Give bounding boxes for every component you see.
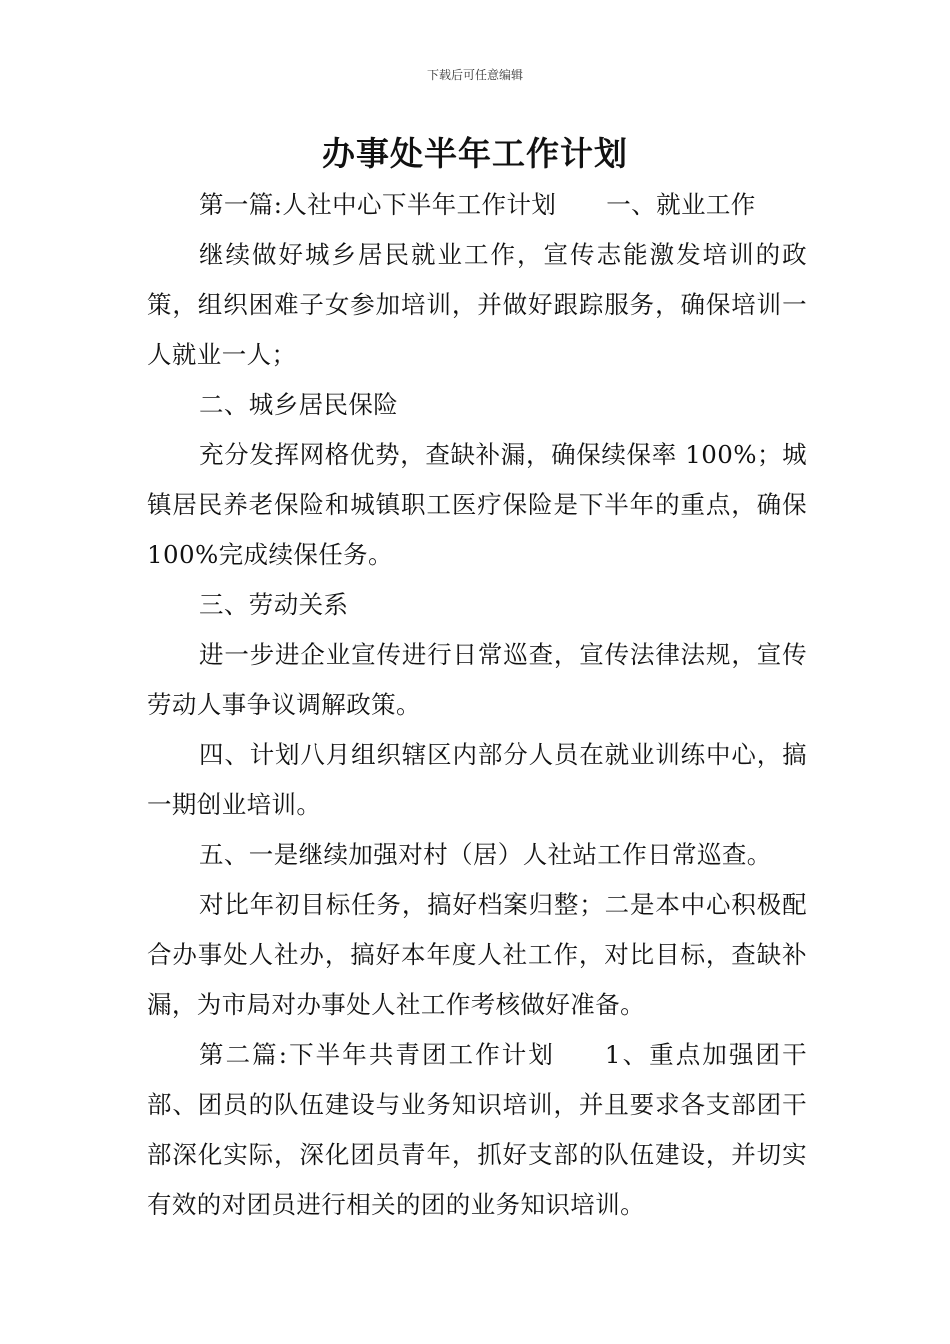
- paragraph-labor: 进一步进企业宣传进行日常巡查，宣传法律法规，宣传劳动人事争议调解政策。: [147, 640, 807, 719]
- part-one-title: 第一篇:人社中心下半年工作计划: [199, 190, 557, 219]
- part-two-item-1: 1、重点加强团干部、团员的队伍建设与业务知识培训，并且要求各支部团干部深化实际，深化团员青年，抓好支部的队伍建设，并切实有效的对团员进行相关的团的业务知识培训。: [147, 1040, 807, 1219]
- paragraph-insurance: 充分发挥网格优势，查缺补漏，确保续保率 100%；城镇居民养老保险和城镇职工医疗保险是下半年的重点，确保 100%完成续保任务。: [147, 440, 807, 569]
- paragraph-targets: 对比年初目标任务，搞好档案归整；二是本中心积极配合办事处人社办，搞好本年度人社工作，对比目标，查缺补漏，为市局对办事处人社工作考核做好准备。: [147, 890, 807, 1019]
- paragraph-insurance-heading: 二、城乡居民保险: [199, 390, 399, 419]
- section-employment-heading: 一、就业工作: [606, 190, 756, 219]
- paragraph-employment: 继续做好城乡居民就业工作，宣传志能激发培训的政策，组织困难子女参加培训，并做好跟踪服务，确保培训一人就业一人；: [147, 240, 807, 369]
- paragraph-labor-heading: 三、劳动关系: [199, 590, 349, 619]
- paragraph-inspection: 五、一是继续加强对村（居）人社站工作日常巡查。: [199, 840, 772, 869]
- document-title: 办事处半年工作计划: [322, 134, 628, 173]
- paragraph-part-two: [147, 1030, 807, 1230]
- paragraph-part-one-heading: [147, 180, 807, 230]
- document-body: [147, 180, 807, 1230]
- paragraph-training: 四、计划八月组织辖区内部分人员在就业训练中心，搞一期创业培训。: [147, 740, 807, 819]
- part-two-title: 第二篇:下半年共青团工作计划: [199, 1040, 555, 1069]
- header-note: 下载后可任意编辑: [426, 68, 523, 82]
